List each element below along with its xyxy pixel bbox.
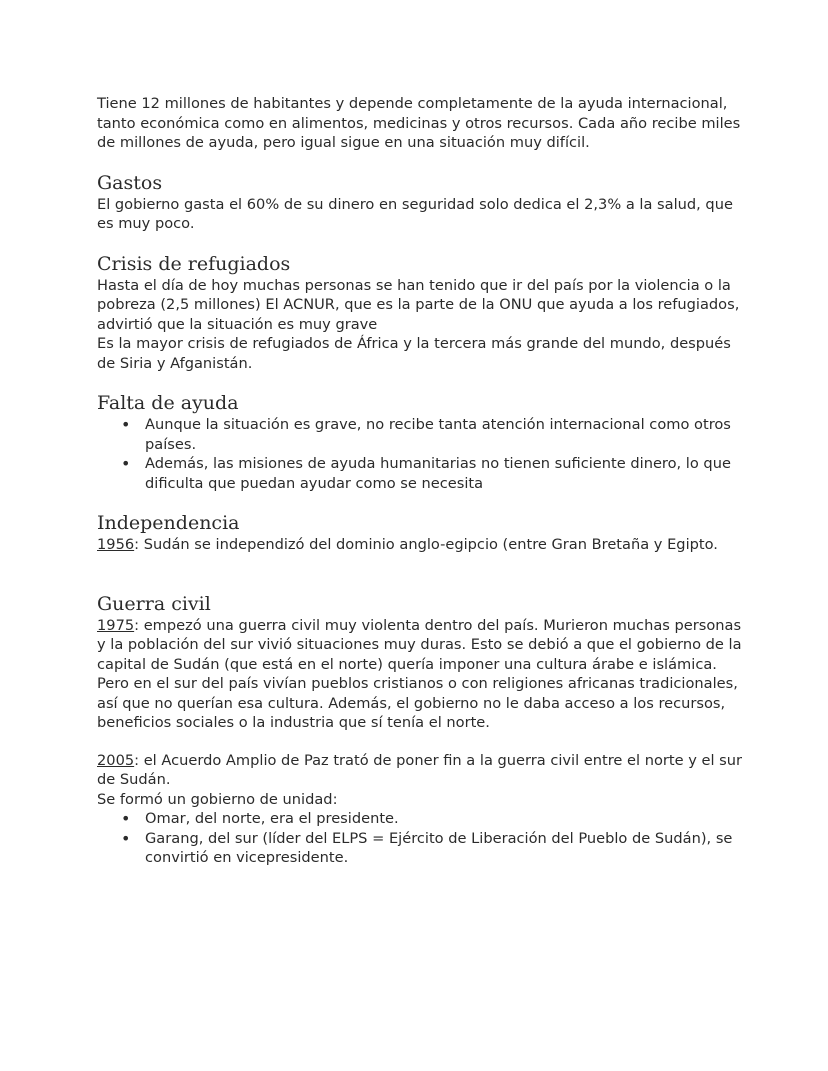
guerra-civil-paragraph-1 bbox=[97, 616, 747, 733]
guerra-civil-text-2: : el Acuerdo Amplio de Paz trató de poner fin a la guerra civil entre el norte y el sur de Sudán. bbox=[97, 751, 743, 788]
independencia-text: : Sudán se independizó del dominio anglo-egipcio (entre Gran Bretaña y Egipto. bbox=[134, 536, 718, 553]
heading-crisis-refugiados: Crisis de refugiados bbox=[97, 252, 291, 275]
list-item: • Omar, del norte, era el presidente. bbox=[145, 809, 747, 829]
date-1956: 1956 bbox=[97, 536, 135, 553]
heading-independencia: Independencia bbox=[97, 512, 240, 534]
independencia-paragraph bbox=[97, 535, 747, 555]
list-item: • Además, las misiones de ayuda humanitarias no tienen suficiente dinero, lo que dificulta que puedan ayudar como se necesita bbox=[145, 454, 747, 493]
gastos-paragraph: El gobierno gasta el 60% de su dinero en seguridad solo dedica el 2,3% a la salud, que es muy poco. bbox=[97, 195, 733, 232]
date-2005: 2005 bbox=[97, 751, 135, 769]
guerra-civil-text-1: : empezó una guerra civil muy violenta dentro del país. Murieron muchas personas y la población del sur vivió situaciones muy duras. Esto se debió a que el gobierno de la capital de Sudán (que está en el norte) quería imponer una cultura árabe e islámica. Pero en el sur del país vivían pueblos cristianos o con religiones africanas tradicionales, así que no querían esa cultura. Además, el gobierno no le daba acceso a los recursos, beneficios sociales o la industria que sí tenía el norte. bbox=[97, 616, 742, 731]
guerra-civil-paragraph-2 bbox=[97, 751, 747, 790]
refugiados-paragraph-2: Es la mayor crisis de refugiados de África y la tercera más grande del mundo, después de Siria y Afganistán. bbox=[97, 335, 731, 372]
heading-falta-ayuda: Falta de ayuda bbox=[97, 392, 239, 414]
document-page bbox=[97, 94, 747, 868]
guerra-civil-paragraph-3: Se formó un gobierno de unidad: bbox=[97, 790, 338, 808]
gobierno-unidad-list bbox=[97, 809, 747, 868]
date-1975: 1975 bbox=[97, 616, 135, 634]
list-item: • Aunque la situación es grave, no recibe tanta atención internacional como otros países. bbox=[145, 415, 747, 454]
heading-gastos: Gastos bbox=[97, 171, 163, 194]
intro-paragraph: Tiene 12 millones de habitantes y depende completamente de la ayuda internacional, tanto económica como en alimentos, medicinas y otros recursos. Cada año recibe miles de millones de ayuda, pero igual sigue en una situación muy difícil. bbox=[97, 95, 741, 151]
refugiados-paragraph-1: Hasta el día de hoy muchas personas se han tenido que ir del país por la violencia o la pobreza (2,5 millones) El ACNUR, que es la parte de la ONU que ayuda a los refugiados, advirtió que la situación es muy grave bbox=[97, 276, 740, 333]
heading-guerra-civil: Guerra civil bbox=[97, 592, 211, 615]
list-item: • Garang, del sur (líder del ELPS = Ejército de Liberación del Pueblo de Sudán), se convirtió en vicepresidente. bbox=[145, 829, 747, 868]
falta-ayuda-list bbox=[97, 415, 747, 493]
